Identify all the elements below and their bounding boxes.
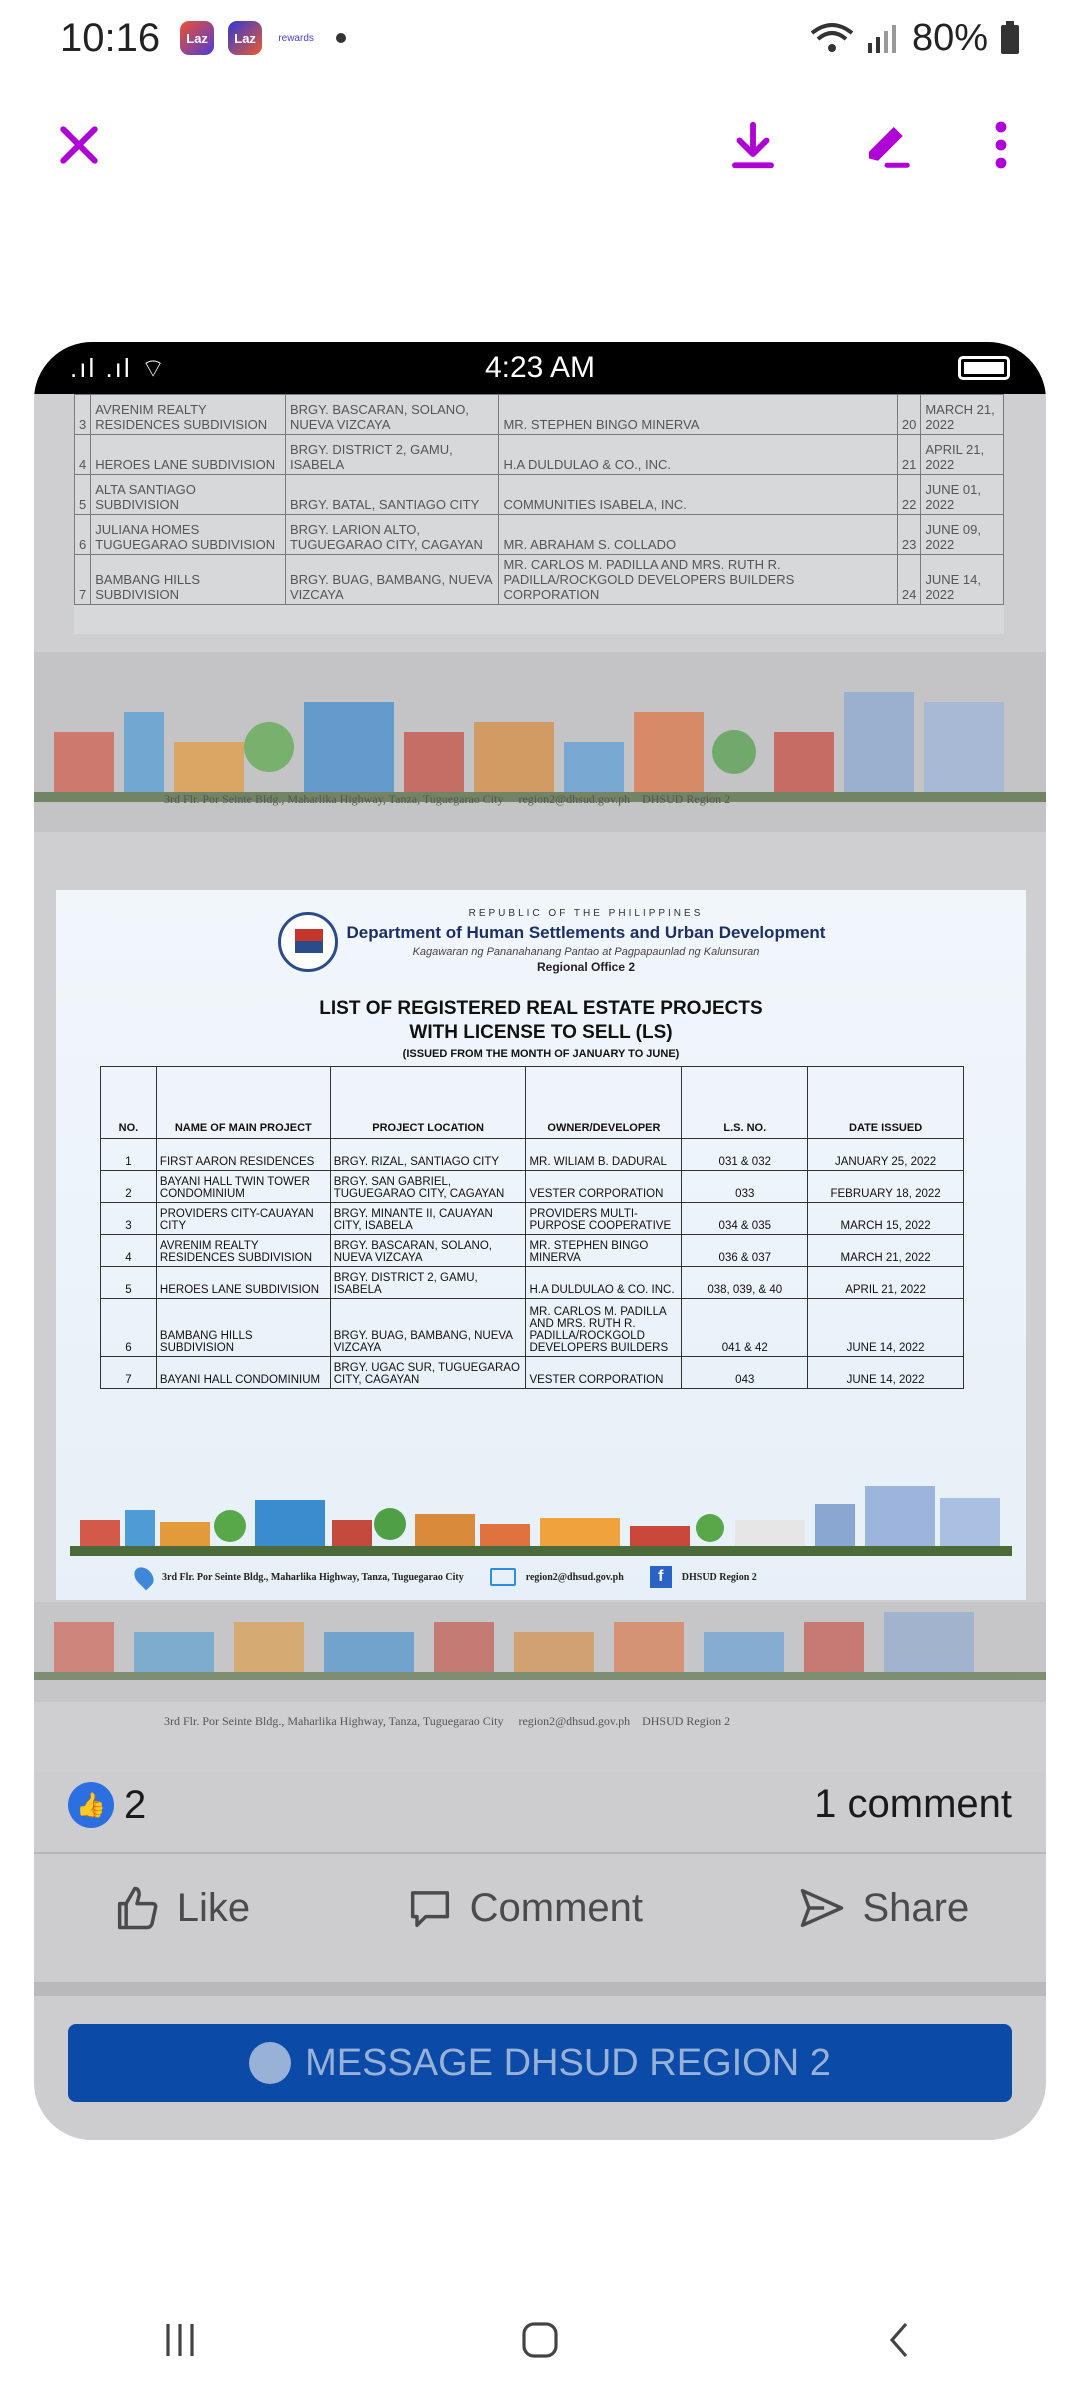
background-city-illustration <box>34 1602 1046 1702</box>
bg-table-cell: BRGY. BATAL, SANTIAGO CITY <box>285 475 498 515</box>
bg-table-cell: APRIL 21, 2022 <box>921 435 1004 475</box>
comment-action <box>404 1882 643 1934</box>
like-action <box>111 1882 250 1934</box>
facebook-icon: f <box>650 1566 672 1588</box>
bg-table-cell: COMMUNITIES ISABELA, INC. <box>499 475 897 515</box>
bg-table-cell: MR. STEPHEN BINGO MINERVA <box>499 395 897 435</box>
like-reaction-icon: 👍 <box>68 1782 114 1828</box>
bg-table-row <box>75 515 1004 555</box>
table-cell: HEROES LANE SUBDIVISION <box>156 1267 330 1299</box>
table-cell: 031 & 032 <box>682 1139 808 1171</box>
status-time: 10:16 <box>60 15 161 60</box>
back-button[interactable] <box>860 2300 940 2380</box>
table-cell: MR. CARLOS M. PADILLA AND MRS. RUTH R. PADILLA/ROCKGOLD DEVELOPERS BUILDERS <box>526 1299 682 1357</box>
bg-table-cell: H.A DULDULAO & CO., INC. <box>499 435 897 475</box>
notification-dot-icon <box>336 33 346 43</box>
table-cell: 034 & 035 <box>682 1203 808 1235</box>
table-cell: MARCH 21, 2022 <box>808 1235 964 1267</box>
table-cell: H.A DULDULAO & CO. INC. <box>526 1267 682 1299</box>
bg-footer-facebook: DHSUD Region 2 <box>642 792 731 806</box>
bg-footer-address: 3rd Flr. Por Seinte Bldg., Maharlika Highway, Tanza, Tuguegarao City <box>164 1714 504 1728</box>
bg-table-cell: ALTA SANTIAGO SUBDIVISION <box>91 475 286 515</box>
column-header: DATE ISSUED <box>808 1067 964 1139</box>
bg-table-cell: AVRENIM REALTY RESIDENCES SUBDIVISION <box>91 395 286 435</box>
republic-label: REPUBLIC OF THE PHILIPPINES <box>468 908 704 919</box>
bg-table-cell: BAMBANG HILLS SUBDIVISION <box>91 555 286 605</box>
messenger-icon <box>249 2042 291 2084</box>
table-cell: 4 <box>101 1235 157 1267</box>
table-cell: 036 & 037 <box>682 1235 808 1267</box>
bg-table-cell: JUNE 14, 2022 <box>921 555 1004 605</box>
share-icon <box>796 1882 848 1934</box>
table-row <box>101 1299 964 1357</box>
bg-table-cell: JULIANA HOMES TUGUEGARAO SUBDIVISION <box>91 515 286 555</box>
column-header: NAME OF MAIN PROJECT <box>156 1067 330 1139</box>
department-tagline: Kagawaran ng Pananahanang Pantao at Pagpapaunlad ng Kalunsuran <box>412 946 760 958</box>
bg-footer-email: region2@dhsud.gov.ph <box>518 792 631 806</box>
table-cell: BAMBANG HILLS SUBDIVISION <box>156 1299 330 1357</box>
document-footer <box>136 1566 757 1588</box>
battery-icon <box>1000 21 1020 55</box>
bg-table-cell: 21 <box>897 435 920 475</box>
share-action <box>796 1882 969 1934</box>
home-button[interactable] <box>500 2300 580 2380</box>
table-cell: VESTER CORPORATION <box>526 1171 682 1203</box>
table-row <box>101 1203 964 1235</box>
regional-office: Regional Office 2 <box>536 960 636 974</box>
table-cell: AVRENIM REALTY RESIDENCES SUBDIVISION <box>156 1235 330 1267</box>
status-bar <box>0 0 1080 76</box>
column-header: L.S. NO. <box>682 1067 808 1139</box>
table-cell: BRGY. MINANTE II, CAUAYAN CITY, ISABELA <box>330 1203 526 1235</box>
bg-table-cell: 6 <box>75 515 91 555</box>
home-icon <box>516 2316 564 2364</box>
bg-table-cell: BRGY. DISTRICT 2, GAMU, ISABELA <box>285 435 498 475</box>
bg-table-cell: HEROES LANE SUBDIVISION <box>91 435 286 475</box>
edit-icon <box>860 118 914 172</box>
embedded-status-bar <box>34 342 1046 394</box>
table-cell: 043 <box>682 1357 808 1389</box>
bg-footer-facebook: DHSUD Region 2 <box>642 1714 731 1728</box>
message-page-button <box>68 2024 1012 2102</box>
comment-count: 1 comment <box>814 1782 1012 1826</box>
bg-table-cell: 24 <box>897 555 920 605</box>
embedded-battery-icon <box>958 356 1010 380</box>
embedded-time: 4:23 AM <box>484 351 596 384</box>
download-button[interactable] <box>718 110 788 180</box>
share-label: Share <box>862 1885 970 1930</box>
column-header: NO. <box>101 1067 157 1139</box>
footer-city-illustration <box>70 1480 1012 1570</box>
close-icon <box>52 118 106 172</box>
table-cell: 038, 039, & 40 <box>682 1267 808 1299</box>
back-icon <box>876 2316 924 2364</box>
projects-table <box>100 1066 964 1389</box>
table-cell: 7 <box>101 1357 157 1389</box>
bg-table-row <box>75 435 1004 475</box>
table-cell: PROVIDERS CITY-CAUAYAN CITY <box>156 1203 330 1235</box>
bg-table-cell: MR. CARLOS M. PADILLA AND MRS. RUTH R. PADILLA/ROCKGOLD DEVELOPERS BUILDERS CORPORATION <box>499 555 897 605</box>
bg-table-cell: 20 <box>897 395 920 435</box>
table-cell: BRGY. BUAG, BAMBANG, NUEVA VIZCAYA <box>330 1299 526 1357</box>
table-cell: JUNE 14, 2022 <box>808 1299 964 1357</box>
signal-icon <box>866 21 900 55</box>
message-button-label: MESSAGE DHSUD REGION 2 <box>305 2041 831 2084</box>
table-cell: MR. STEPHEN BINGO MINERVA <box>526 1235 682 1267</box>
table-cell: JUNE 14, 2022 <box>808 1357 964 1389</box>
bg-table-cell: JUNE 01, 2022 <box>921 475 1004 515</box>
table-cell: FIRST AARON RESIDENCES <box>156 1139 330 1171</box>
bg-table-cell: BRGY. BUAG, BAMBANG, NUEVA VIZCAYA <box>285 555 498 605</box>
bg-table-cell: MR. ABRAHAM S. COLLADO <box>499 515 897 555</box>
document-header <box>56 908 1026 974</box>
edit-button[interactable] <box>852 110 922 180</box>
bg-table-cell: 5 <box>75 475 91 515</box>
table-cell: APRIL 21, 2022 <box>808 1267 964 1299</box>
column-header: OWNER/DEVELOPER <box>526 1067 682 1139</box>
table-row <box>101 1139 964 1171</box>
license-list-document <box>56 890 1026 1600</box>
footer-address: 3rd Flr. Por Seinte Bldg., Maharlika Highway, Tanza, Tuguegarao City <box>162 1571 464 1583</box>
embedded-signal-icon: .ıl .ıl ⌔ <box>70 352 168 383</box>
table-cell: BAYANI HALL CONDOMINIUM <box>156 1357 330 1389</box>
table-cell: BAYANI HALL TWIN TOWER CONDOMINIUM <box>156 1171 330 1203</box>
table-cell: FEBRUARY 18, 2022 <box>808 1171 964 1203</box>
document-subtitle: (ISSUED FROM THE MONTH OF JANUARY TO JUNE) <box>402 1048 680 1060</box>
table-row <box>101 1171 964 1203</box>
bg-table-row <box>75 475 1004 515</box>
lazada-app-icon: Laz <box>228 21 262 55</box>
recents-button[interactable] <box>140 2300 220 2380</box>
mail-icon <box>490 1568 516 1586</box>
bg-table-cell: 3 <box>75 395 91 435</box>
rewards-app-icon: rewards <box>278 32 314 44</box>
table-cell: PROVIDERS MULTI-PURPOSE COOPERATIVE <box>526 1203 682 1235</box>
bg-table-cell: JUNE 09, 2022 <box>921 515 1004 555</box>
bg-table-cell: 7 <box>75 555 91 605</box>
battery-percent: 80% <box>911 16 988 59</box>
bg-table-cell: BRGY. LARION ALTO, TUGUEGARAO CITY, CAGAYAN <box>285 515 498 555</box>
table-cell: 1 <box>101 1139 157 1171</box>
comment-icon <box>404 1882 456 1934</box>
bg-table-cell: BRGY. BASCARAN, SOLANO, NUEVA VIZCAYA <box>285 395 498 435</box>
column-header: PROJECT LOCATION <box>330 1067 526 1139</box>
title-line-2: WITH LICENSE TO SELL (LS) <box>409 1022 673 1043</box>
like-label: Like <box>176 1885 251 1930</box>
background-document-table <box>74 394 1004 634</box>
status-right <box>810 17 1020 60</box>
background-footer-2 <box>164 1714 730 1729</box>
bg-table-row <box>75 395 1004 435</box>
table-cell: BRGY. RIZAL, SANTIAGO CITY <box>330 1139 526 1171</box>
recents-icon <box>156 2316 204 2364</box>
table-cell: 033 <box>682 1171 808 1203</box>
reaction-summary <box>68 1782 146 1828</box>
more-vert-icon <box>974 118 1028 172</box>
department-name: Department of Human Settlements and Urban Development <box>346 923 826 942</box>
viewer-toolbar <box>0 100 1080 190</box>
background-footer <box>164 792 730 807</box>
table-cell: MR. WILIAM B. DADURAL <box>526 1139 682 1171</box>
download-icon <box>726 118 780 172</box>
table-cell: BRGY. BASCARAN, SOLANO, NUEVA VIZCAYA <box>330 1235 526 1267</box>
lazada-app-icon: Laz <box>180 21 214 55</box>
table-cell: JANUARY 25, 2022 <box>808 1139 964 1171</box>
close-button[interactable] <box>44 110 114 180</box>
table-cell: VESTER CORPORATION <box>526 1357 682 1389</box>
more-options-button[interactable] <box>966 110 1036 180</box>
table-cell: BRGY. UGAC SUR, TUGUEGARAO CITY, CAGAYAN <box>330 1357 526 1389</box>
table-row <box>101 1267 964 1299</box>
table-cell: 2 <box>101 1171 157 1203</box>
bg-table-row <box>75 555 1004 605</box>
system-navigation-bar <box>0 2290 1080 2390</box>
table-row <box>101 1235 964 1267</box>
table-cell: BRGY. SAN GABRIEL, TUGUEGARAO CITY, CAGAYAN <box>330 1171 526 1203</box>
table-cell: BRGY. DISTRICT 2, GAMU, ISABELA <box>330 1267 526 1299</box>
wifi-icon <box>810 21 854 55</box>
footer-email: region2@dhsud.gov.ph <box>525 1571 624 1583</box>
bg-table-cell: 4 <box>75 435 91 475</box>
table-cell: 3 <box>101 1203 157 1235</box>
table-row <box>101 1357 964 1389</box>
like-count: 2 <box>124 1782 147 1827</box>
screenshot-image <box>34 342 1046 2140</box>
footer-facebook: DHSUD Region 2 <box>681 1571 757 1583</box>
table-cell: 6 <box>101 1299 157 1357</box>
separator <box>34 1982 1046 1996</box>
document-title <box>56 998 1026 1060</box>
bg-table-cell: 23 <box>897 515 920 555</box>
table-cell: 5 <box>101 1267 157 1299</box>
table-cell: 041 & 42 <box>682 1299 808 1357</box>
thumbs-up-icon <box>111 1882 163 1934</box>
table-cell: MARCH 15, 2022 <box>808 1203 964 1235</box>
bg-footer-address: 3rd Flr. Por Seinte Bldg., Maharlika Highway, Tanza, Tuguegarao City <box>164 792 504 806</box>
bg-table-cell: 22 <box>897 475 920 515</box>
post-action-row <box>34 1882 1046 1934</box>
bg-footer-email: region2@dhsud.gov.ph <box>518 1714 631 1728</box>
comment-label: Comment <box>469 1885 643 1930</box>
title-line-1: LIST OF REGISTERED REAL ESTATE PROJECTS <box>319 998 763 1019</box>
bg-table-cell: MARCH 21, 2022 <box>921 395 1004 435</box>
divider <box>34 1852 1046 1854</box>
